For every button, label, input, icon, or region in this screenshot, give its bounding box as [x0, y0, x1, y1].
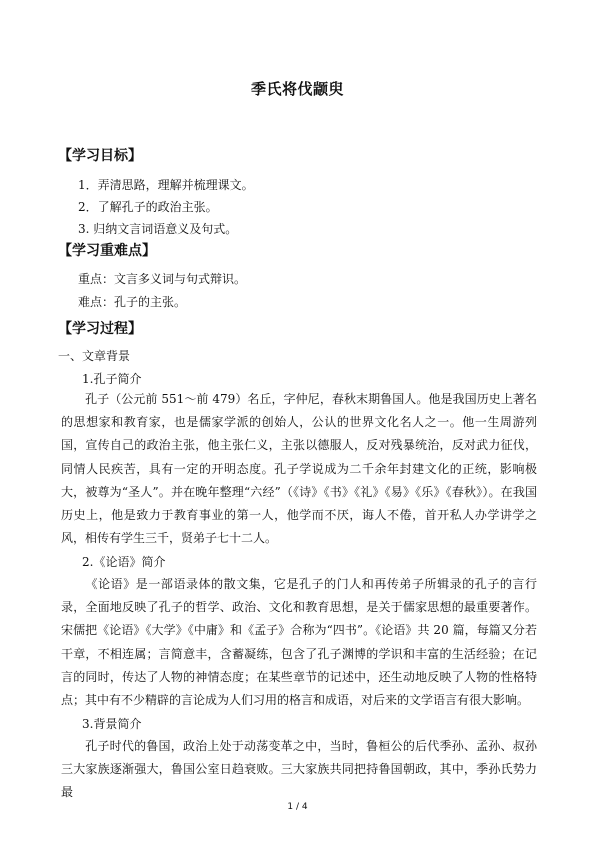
section-heading-goals: 【学习目标】: [58, 148, 142, 164]
goal-item: 3. 归纳文言词语意义及句式。: [78, 222, 238, 236]
key-point-item: 重点：文言多义词与句式辩识。: [78, 272, 247, 286]
paragraph-text: 孔子时代的鲁国，政治上处于动荡变革之中，当时，鲁桓公的后代季孙、孟孙、叔孙三大家族逐渐强大，鲁国公室日趋衰败。三大家族共同把持鲁国朝政，其中，季孙氏势力最: [61, 739, 537, 800]
section-heading-key-points: 【学习重难点】: [58, 243, 156, 259]
page-number: 1 / 4: [287, 802, 308, 812]
paragraph-text: 《论语》是一部语录体的散文集，它是孔子的门人和再传弟子所辑录的孔子的言行录，全面地反映了孔子的哲学、政治、文化和教育思想，是关于儒家思想的最重要著作。宋儒把《论语》《大学》《中庸》和《孟子》合称为“四书”。《论语》共 20 篇，每篇又分若干章，不相连属；言简意丰，含蓄凝练，包含了孔子渊博的学识和丰富的生活经验；在记言的同时，传达了人物的神情态度；在某些章节的记述中，还生动地反映了人物的性格特点；其中有不少精辟的言论成为人们习用的格言和成语，对后来的文学语言有很大影响。: [61, 577, 537, 708]
section-heading-process: 【学习过程】: [58, 321, 142, 337]
key-point-item: 难点：孔子的主张。: [78, 295, 187, 309]
subheading-background: 3.背景简介: [82, 717, 142, 731]
subheading-analects: 2.《论语》简介: [82, 555, 166, 569]
paragraph-confucius: [61, 388, 537, 550]
paragraph-background: [61, 735, 537, 805]
subheading-confucius: 1.孔子简介: [82, 372, 142, 386]
paragraph-analects: [61, 573, 537, 712]
part-heading: 一、文章背景: [58, 349, 131, 363]
goal-item: 1．弄清思路，理解并梳理课文。: [78, 178, 254, 192]
paragraph-text: 孔子（公元前 551～前 479）名丘，字仲尼，春秋末期鲁国人。他是我国历史上著名的思想家和教育家，也是儒家学派的创始人，公认的世界文化名人之一。他一生周游列国，宣传自己的政治主张，他主张仁义，主张以德服人，反对残暴统治，反对武力征伐，同情人民疾苦，具有一定的开明态度。孔子学说成为二千余年封建文化的正统，影响极大，被尊为“圣人”。并在晚年整理“六经”（《诗》《书》《礼》《易》《乐》《春秋》）。在我国历史上，他是致力于教育事业的第一人，他学而不厌，诲人不倦，首开私人办学讲学之风，相传有学生三千，贤弟子七十二人。: [61, 392, 537, 546]
goal-item: 2．了解孔子的政治主张。: [78, 200, 218, 214]
document-title: 季氏将伐颛臾: [250, 80, 344, 98]
